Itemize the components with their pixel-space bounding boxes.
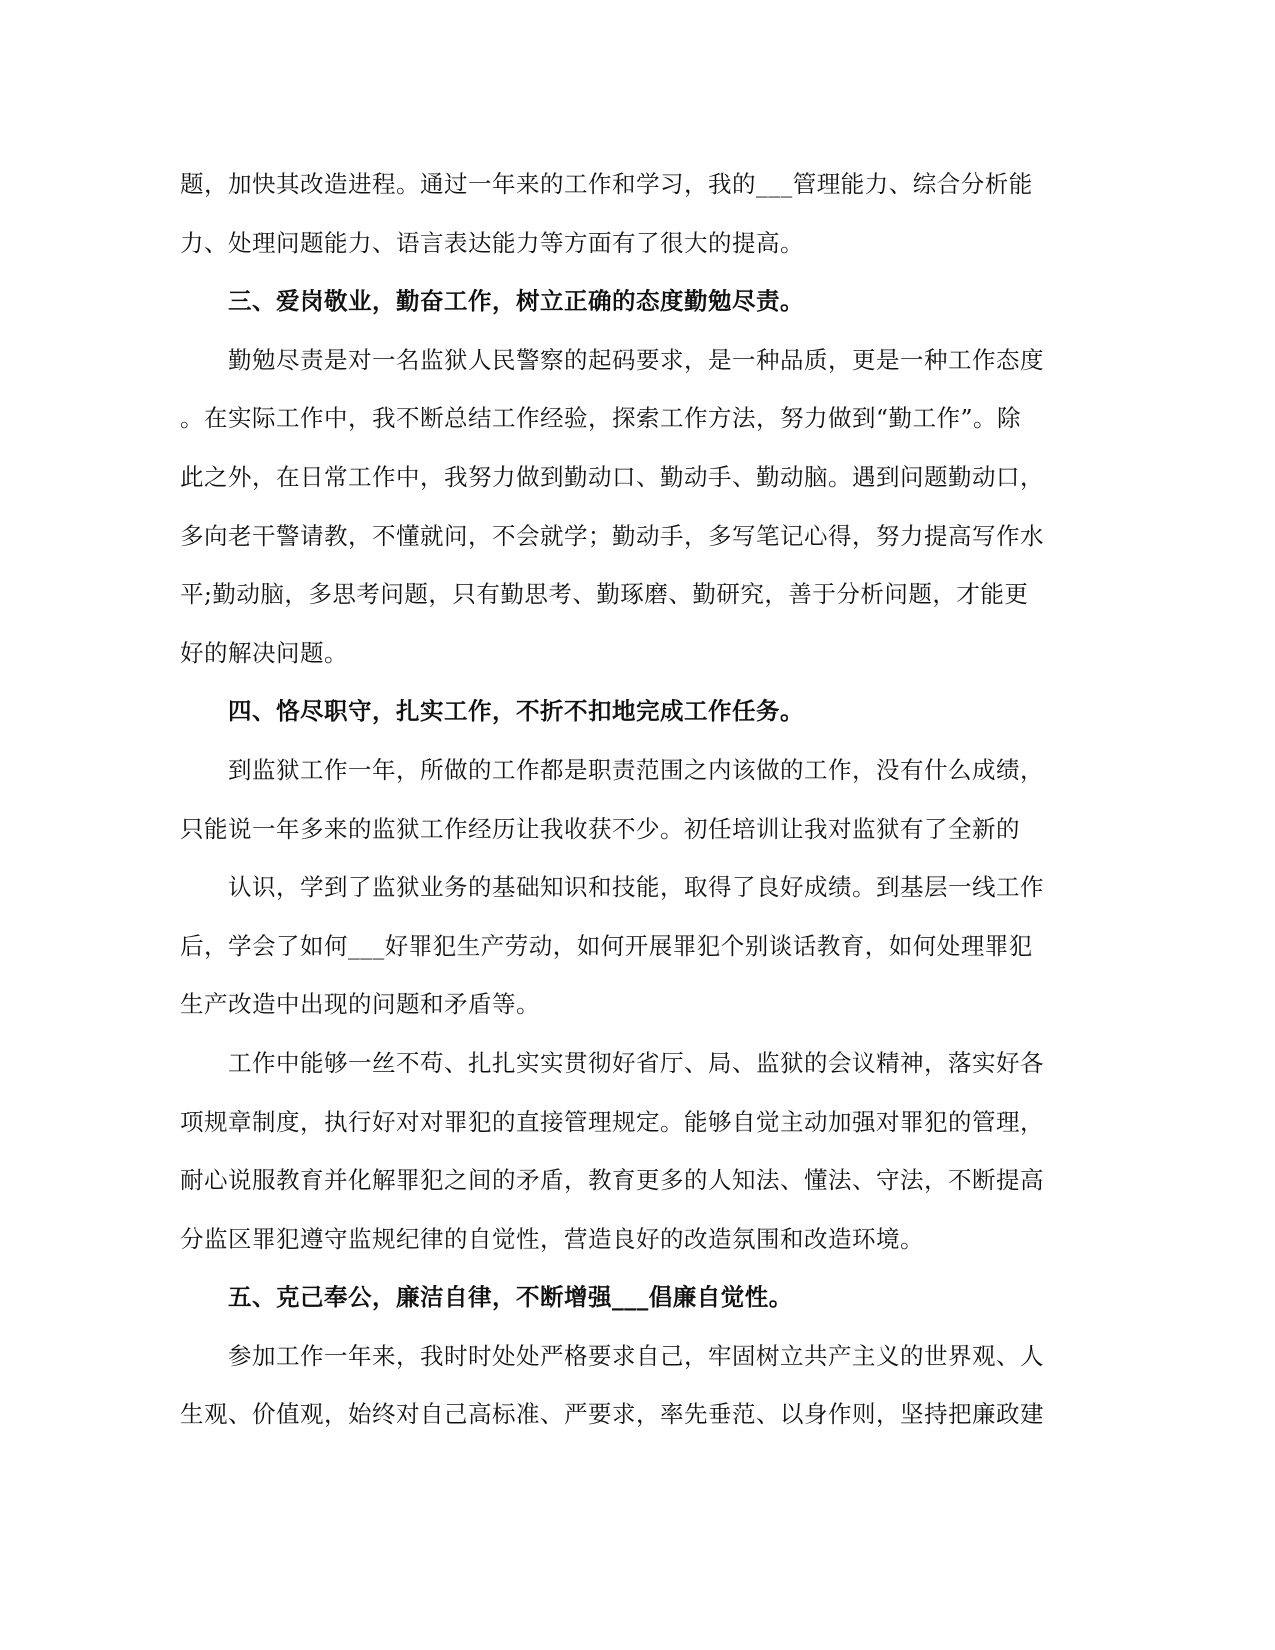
text-line: 多向老干警请教，不懂就问，不会就学；勤动手，多写笔记心得，努力提高写作水 — [180, 521, 1044, 550]
text-line: 项规章制度，执行好对对罪犯的直接管理规定。能够自觉主动加强对罪犯的管理， — [180, 1107, 1044, 1136]
section-heading: 四、恪尽职守，扎实工作，不折不扣地完成工作任务。 — [228, 697, 804, 726]
text-line: 到监狱工作一年，所做的工作都是职责范围之内该做的工作，没有什么成绩， — [228, 755, 1044, 784]
section-heading: 三、爱岗敬业，勤奋工作，树立正确的态度勤勉尽责。 — [228, 287, 804, 316]
text-line: 好的解决问题。 — [180, 638, 348, 667]
text-line: 力、处理问题能力、语言表达能力等方面有了很大的提高。 — [180, 228, 804, 257]
text-line: 生观、价值观，始终对自己高标准、严要求，率先垂范、以身作则，坚持把廉政建 — [180, 1400, 1044, 1429]
text-line: 认识，学到了监狱业务的基础知识和技能，取得了良好成绩。到基层一线工作 — [228, 873, 1044, 902]
text-line: 勤勉尽责是对一名监狱人民警察的起码要求，是一种品质，更是一种工作态度 — [228, 345, 1044, 374]
text-line: 只能说一年多来的监狱工作经历让我收获不少。初任培训让我对监狱有了全新的 — [180, 814, 1020, 843]
text-line: 分监区罪犯遵守监规纪律的自觉性，营造良好的改造氛围和改造环境。 — [180, 1224, 924, 1253]
text-line: 工作中能够一丝不苟、扎扎实实贯彻好省厅、局、监狱的会议精神，落实好各 — [228, 1048, 1044, 1077]
text-line: 。在实际工作中，我不断总结工作经验，探索工作方法，努力做到“勤工作”。除 — [180, 404, 1022, 433]
text-line: 后，学会了如何___好罪犯生产劳动，如何开展罪犯个别谈话教育，如何处理罪犯 — [180, 931, 1033, 960]
document-page — [180, 164, 1100, 1453]
text-line: 平;勤动脑，多思考问题，只有勤思考、勤琢磨、勤研究，善于分析问题，才能更 — [180, 580, 1029, 609]
text-line: 题，加快其改造进程。通过一年来的工作和学习，我的___管理能力、综合分析能 — [180, 170, 1033, 198]
section-heading: 五、克己奉公，廉洁自律，不断增强___倡廉自觉性。 — [228, 1283, 793, 1312]
text-line: 此之外，在日常工作中，我努力做到勤动口、勤动手、勤动脑。遇到问题勤动口， — [180, 462, 1044, 491]
text-line: 耐心说服教育并化解罪犯之间的矛盾，教育更多的人知法、懂法、守法，不断提高 — [180, 1166, 1044, 1195]
text-line: 生产改造中出现的问题和矛盾等。 — [180, 990, 540, 1019]
text-line: 参加工作一年来，我时时处处严格要求自己，牢固树立共产主义的世界观、人 — [228, 1341, 1044, 1370]
